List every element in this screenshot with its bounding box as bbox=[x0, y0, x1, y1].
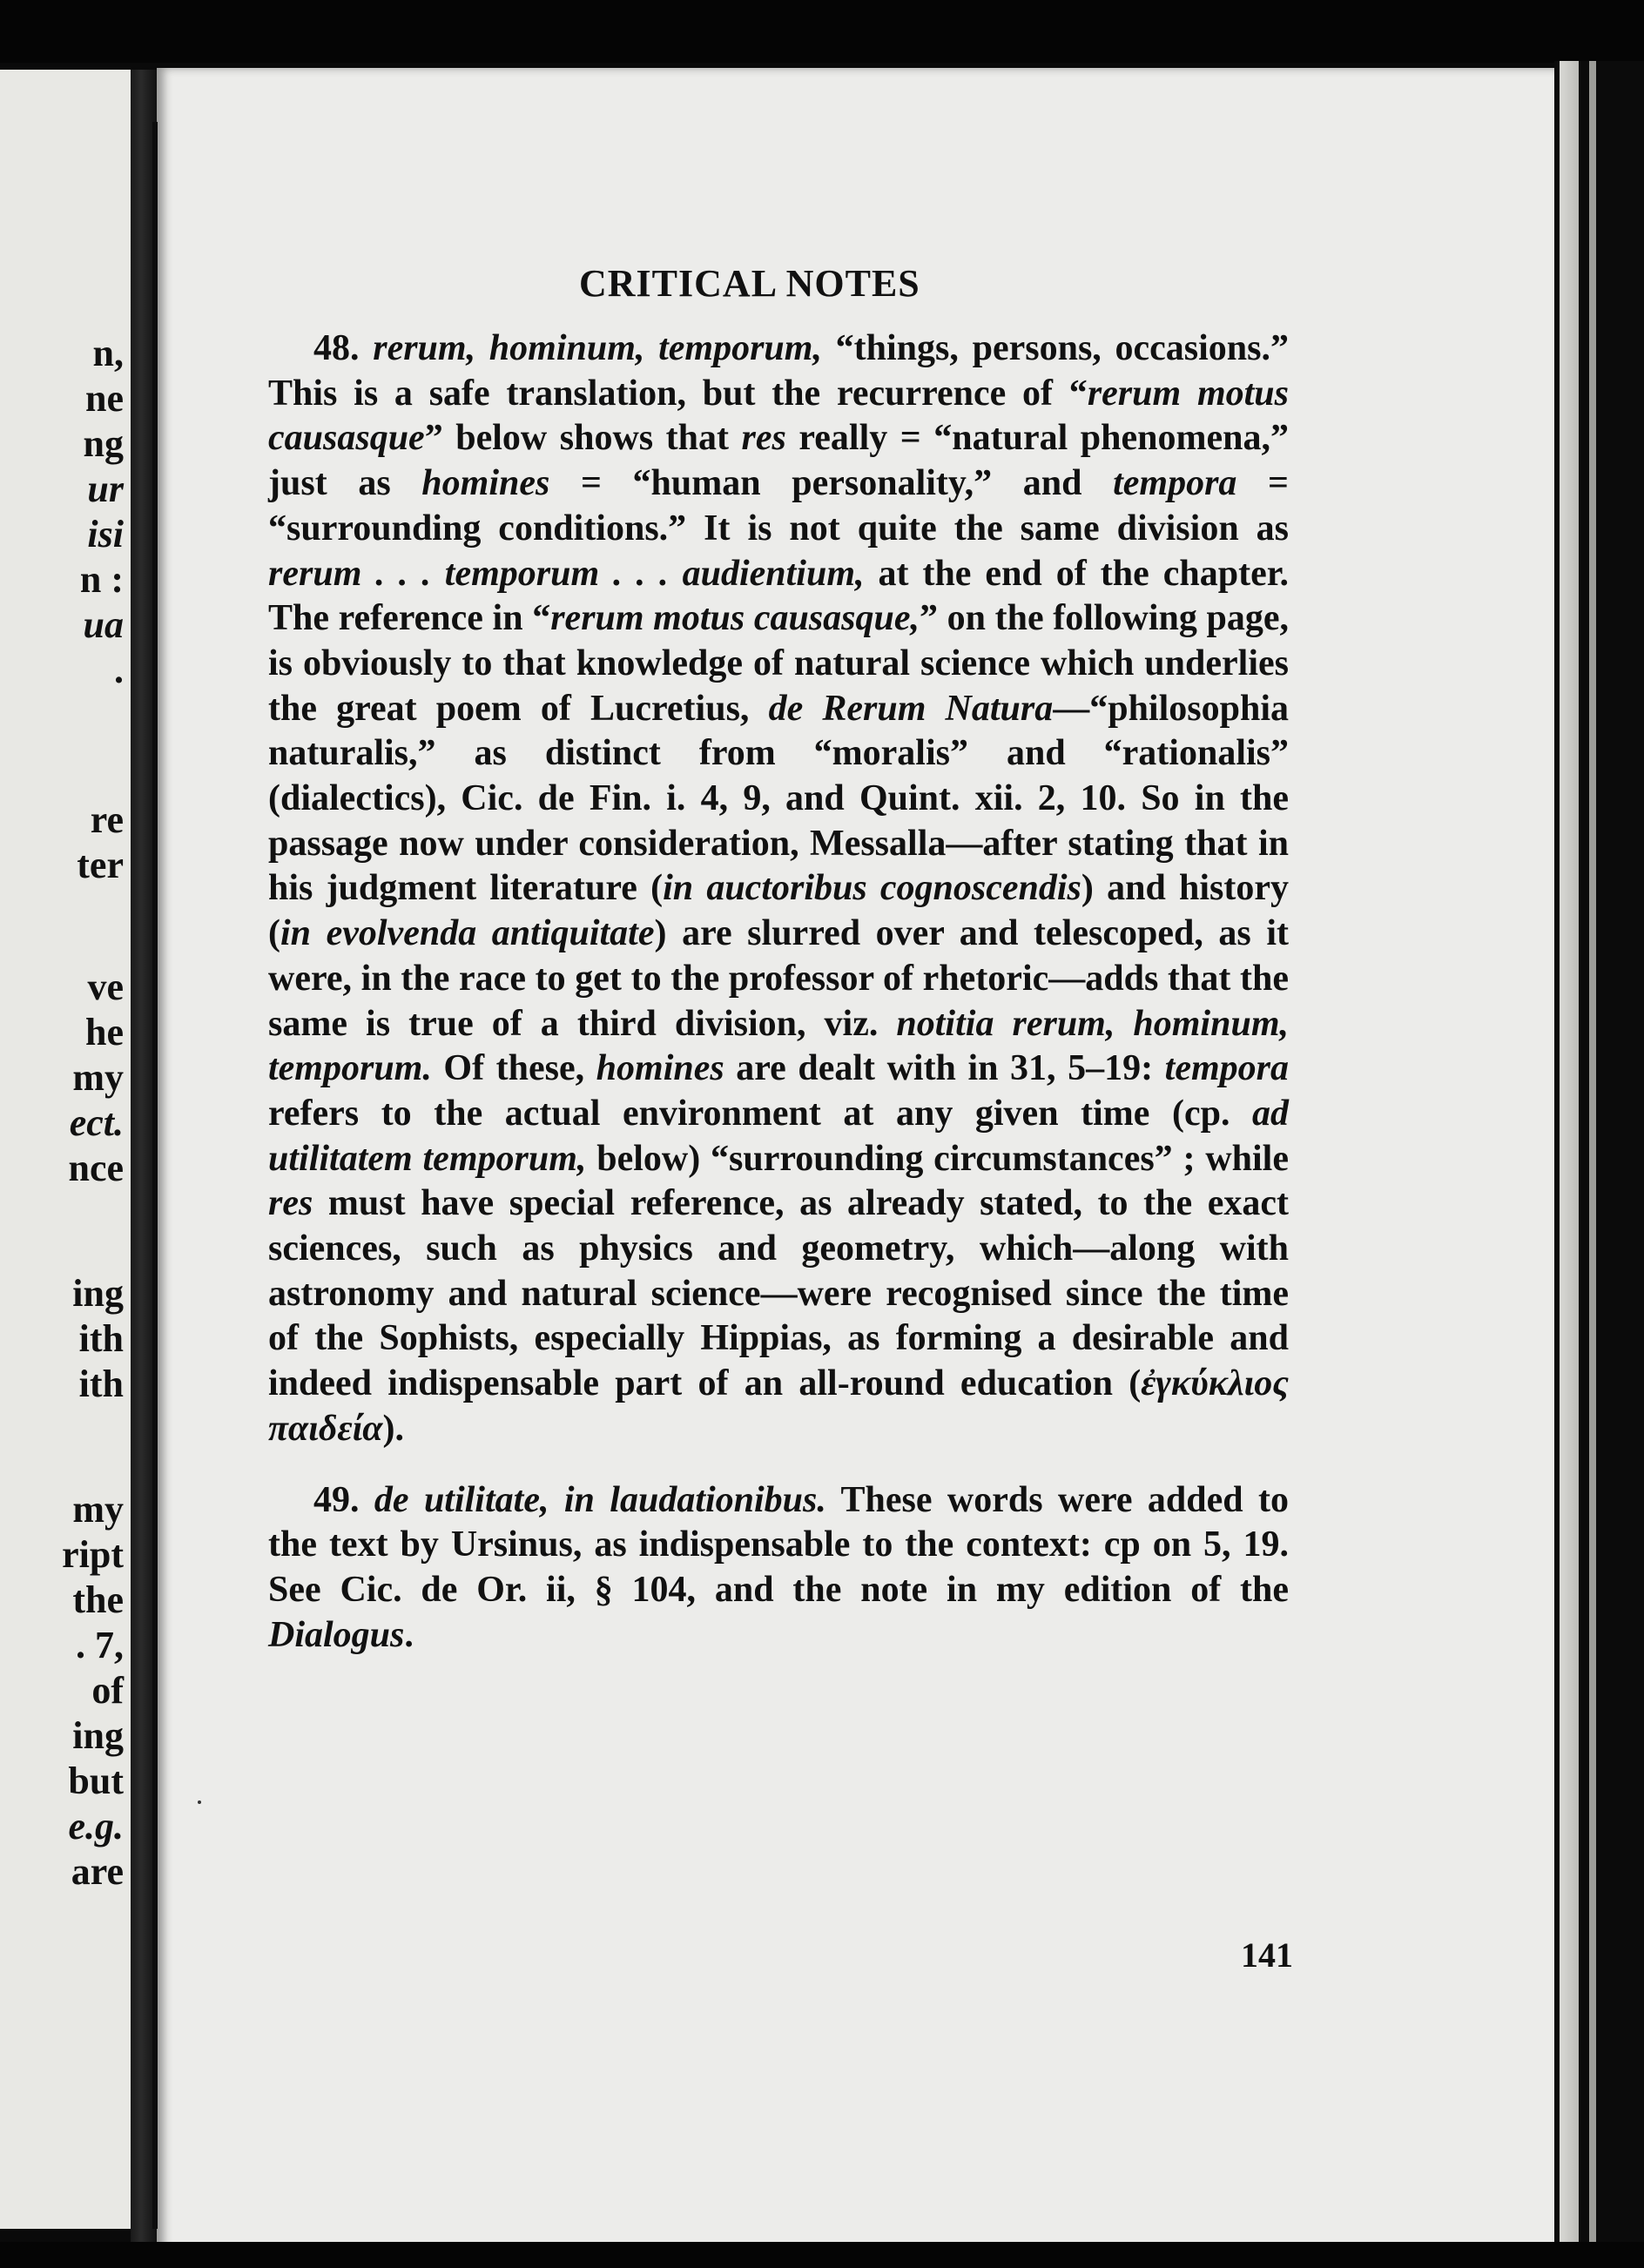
left-fragment: ing bbox=[72, 1714, 124, 1757]
note-48 bbox=[268, 326, 1289, 1452]
left-fragment: ng bbox=[83, 422, 124, 465]
latin-phrase: rerum motus causasque, bbox=[550, 598, 920, 639]
left-fragment: my bbox=[72, 1488, 124, 1531]
left-fragment: ith bbox=[78, 1363, 124, 1405]
left-fragment: my bbox=[72, 1056, 124, 1099]
left-fragment: ter bbox=[77, 844, 124, 886]
left-fragment: he bbox=[85, 1011, 124, 1053]
latin-phrase: ad utilitatem temporum, bbox=[268, 1093, 1289, 1179]
note-text: = “surrounding conditions.” It is not quite the same division as bbox=[268, 463, 1289, 548]
note-text: ” below shows that bbox=[424, 418, 742, 459]
latin-phrase: in evolvenda antiquitate bbox=[280, 913, 655, 954]
latin-phrase: in auctoribus cognoscendis bbox=[663, 868, 1081, 909]
latin-word: res bbox=[741, 418, 786, 459]
left-fragment: ript bbox=[62, 1533, 124, 1576]
left-fragment: ing bbox=[72, 1272, 124, 1315]
left-fragment: ve bbox=[87, 966, 124, 1008]
running-head: CRITICAL NOTES bbox=[579, 262, 920, 305]
left-fragment: but bbox=[68, 1760, 124, 1802]
page-number: 141 bbox=[1241, 1935, 1293, 1975]
note-text: below) “surrounding circumstances” ; while bbox=[586, 1138, 1289, 1179]
page-edge-strip bbox=[1589, 61, 1596, 2268]
scan-bottom-border bbox=[0, 2242, 1644, 2268]
note-text: ) and history ( bbox=[268, 868, 1289, 954]
left-fragment: n : bbox=[79, 558, 124, 601]
left-fragment: are bbox=[71, 1850, 124, 1893]
left-fragment: the bbox=[72, 1578, 124, 1621]
note-text: Of these, bbox=[431, 1048, 596, 1089]
left-fragment: of bbox=[91, 1669, 124, 1712]
latin-word: res bbox=[268, 1183, 313, 1224]
latin-phrase: notitia rerum, hominum, temporum. bbox=[268, 1003, 1289, 1089]
left-fragment: ur bbox=[87, 468, 124, 510]
left-fragment: nce bbox=[68, 1147, 124, 1189]
latin-phrase: rerum . . . temporum . . . audientium, bbox=[268, 553, 865, 594]
page-edge-strip bbox=[1560, 61, 1579, 2268]
note-text: . bbox=[404, 1614, 414, 1655]
note-text: must have special reference, as already stated, to the exact sciences, such as physics and geometry, which—along with astronomy and natural science—were recognised since the time of the Sophists, especially Hippias, as forming a desirable and indeed indispensable part of an all-round education ( bbox=[268, 1183, 1289, 1404]
note-text: at the end of the chapter. The reference in “ bbox=[268, 553, 1289, 639]
gutter-shadow bbox=[152, 122, 158, 2229]
left-fragment: re bbox=[90, 798, 124, 841]
left-fragment: . 7, bbox=[76, 1624, 124, 1666]
latin-word: tempora bbox=[1164, 1048, 1289, 1089]
scan-speck bbox=[198, 1800, 201, 1804]
latin-word: tempora bbox=[1113, 463, 1237, 504]
left-fragment: ith bbox=[78, 1317, 124, 1360]
work-title: Dialogus bbox=[268, 1614, 405, 1655]
latin-title: de Rerum Natura bbox=[768, 688, 1054, 729]
left-fragment: ua bbox=[83, 603, 124, 646]
left-fragment: n, bbox=[92, 332, 124, 374]
note-lemma: de utilitate, in laudationibus. bbox=[374, 1479, 826, 1520]
note-text: These words were added to the text by Ursinus, as indispensable to the context: cp on 5, 19. See Cic. de Or. ii, § 104, and the note in my edition of the bbox=[268, 1479, 1290, 1610]
previous-page-fragment bbox=[0, 70, 131, 2229]
page-edge bbox=[1554, 61, 1644, 2268]
note-text: ). bbox=[382, 1408, 404, 1449]
note-49 bbox=[268, 1478, 1289, 1659]
note-text: refers to the actual environment at any given time (cp. bbox=[268, 1093, 1252, 1134]
latin-word: homines bbox=[596, 1048, 724, 1089]
note-lemma: rerum, hominum, temporum, bbox=[373, 328, 822, 368]
note-text: are dealt with in 31, 5–19: bbox=[724, 1048, 1165, 1089]
note-text: ” on the following page, is obviously to that knowledge of natural science which underlies the great poem of Lucretius, bbox=[268, 598, 1290, 729]
note-text: really = “natural phenomena,” just as bbox=[268, 418, 1289, 504]
latin-word: homines bbox=[421, 463, 550, 504]
left-fragment: . bbox=[114, 649, 124, 691]
notes-body bbox=[268, 326, 1289, 1658]
note-number: 48. bbox=[313, 328, 360, 368]
note-number: 49. bbox=[313, 1479, 360, 1520]
note-text: “things, persons, occasions.” This is a safe translation, but the recurrence of “ bbox=[268, 328, 1290, 414]
note-text: = “human personality,” and bbox=[549, 463, 1114, 504]
left-fragment: isi bbox=[87, 513, 124, 555]
left-fragment: ect. bbox=[69, 1101, 124, 1144]
left-fragment: ne bbox=[85, 377, 124, 420]
latin-phrase: rerum motus causasque bbox=[268, 373, 1289, 459]
left-fragment: e.g. bbox=[68, 1805, 124, 1847]
greek-phrase: ἐγκύκλιος παιδεία bbox=[268, 1363, 1289, 1449]
note-text: —“philosophia naturalis,” as distinct from “moralis” and “rationalis” (dialectics), Cic. de Fin. i. 4, 9, and Quint. xii. 2, 10. So in the passage now under consideration, Messalla—after stating that in his judgment literature ( bbox=[268, 688, 1290, 909]
note-text: ) are slurred over and telescoped, as it were, in the race to get to the professor of rhetoric—adds that the same is true of a third division, viz. bbox=[268, 913, 1290, 1044]
scan-top-border bbox=[0, 0, 1644, 63]
